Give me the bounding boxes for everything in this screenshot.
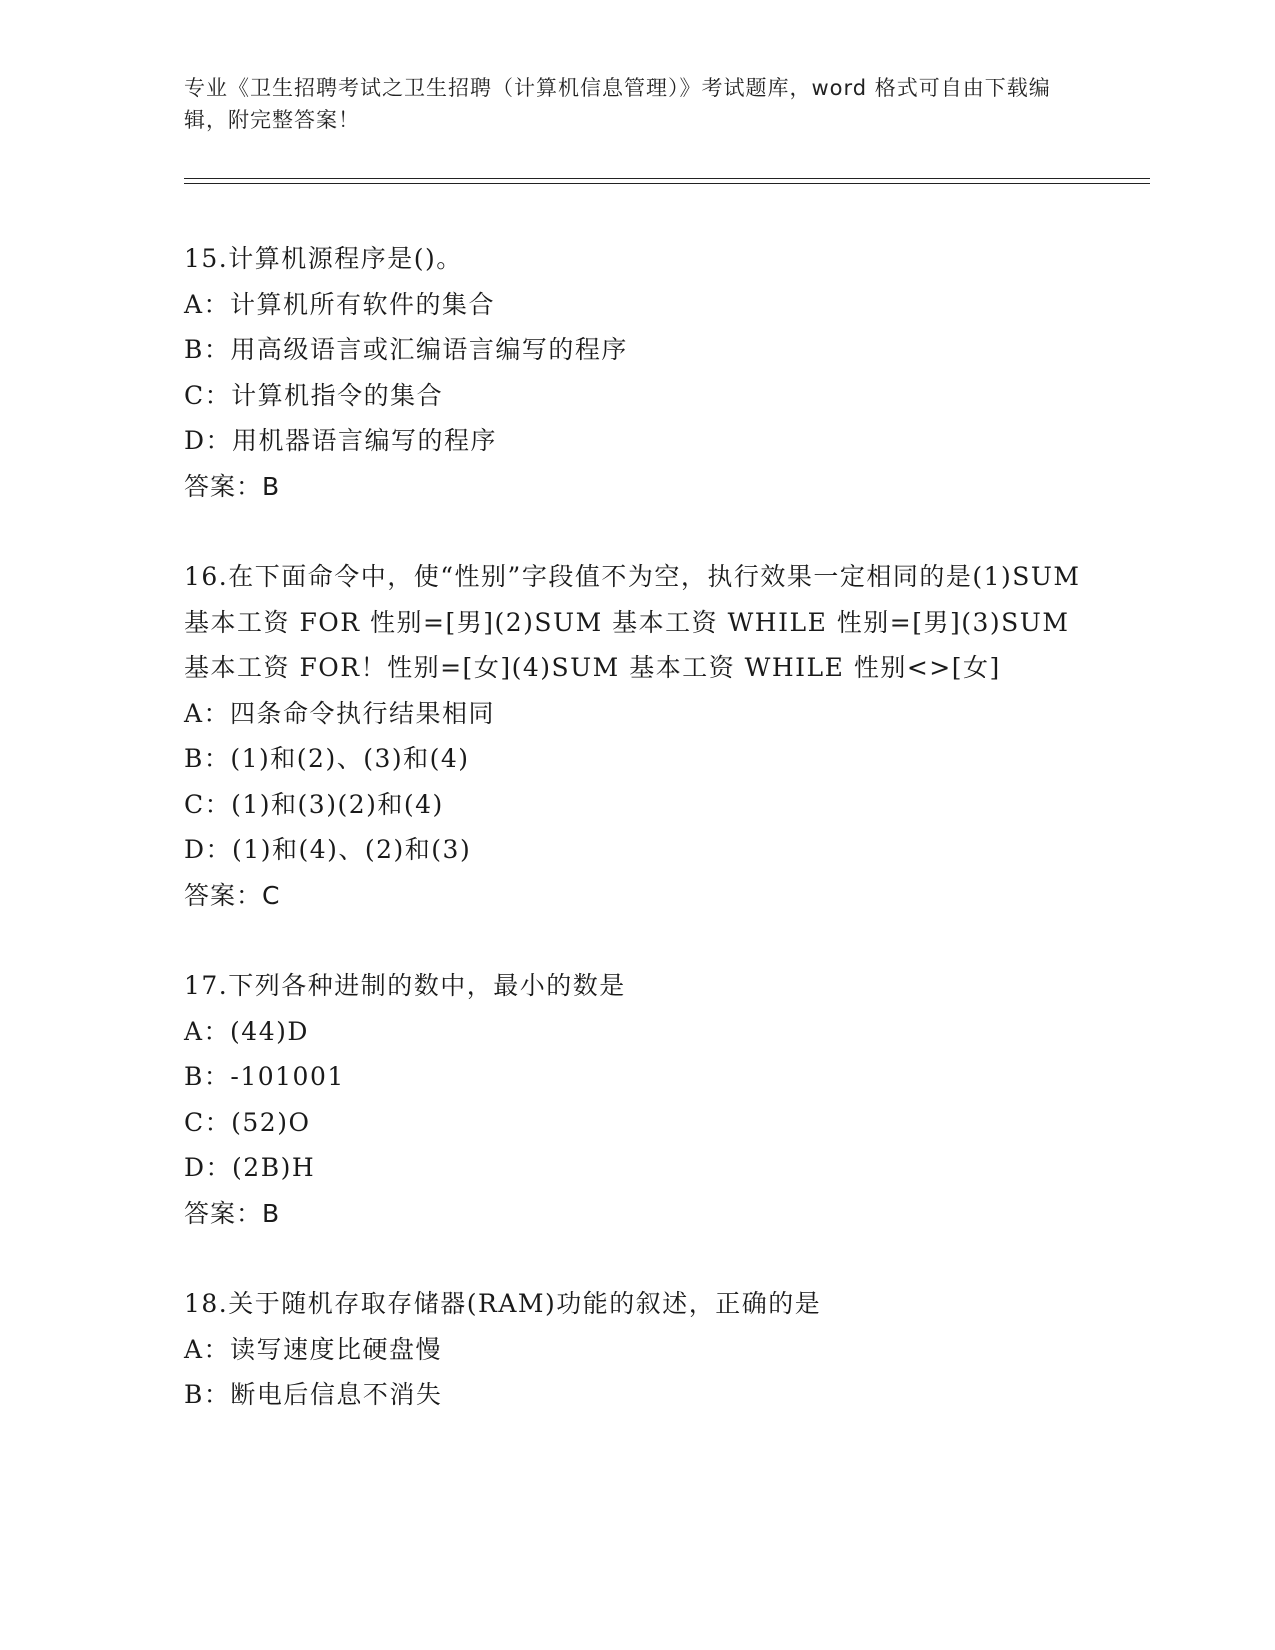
question-stem: 17.下列各种进制的数中，最小的数是 xyxy=(184,971,626,1000)
option-b: B：(1)和(2)、(3)和(4) xyxy=(184,744,470,773)
option-d: D：用机器语言编写的程序 xyxy=(184,426,498,455)
document-header: 专业《卫生招聘考试之卫生招聘（计算机信息管理）》考试题库，word 格式可自由下载编辑，附完整答案！ xyxy=(184,76,1051,132)
option-a: A：(44)D xyxy=(184,1016,309,1046)
option-b: B：断电后信息不消失 xyxy=(184,1380,443,1409)
question-15 xyxy=(184,236,1084,509)
option-a: A：四条命令执行结果相同 xyxy=(184,698,496,728)
question-stem: 15.计算机源程序是()。 xyxy=(184,244,463,273)
option-b: B：-101001 xyxy=(184,1062,345,1091)
option-d: D：(2B)H xyxy=(184,1153,316,1182)
option-a: A：计算机所有软件的集合 xyxy=(184,289,496,319)
question-stem: 18.关于随机存取存储器(RAM)功能的叙述，正确的是 xyxy=(184,1289,822,1318)
question-16 xyxy=(184,554,1084,918)
answer-label: 答案：B xyxy=(184,1198,281,1228)
option-d: D：(1)和(4)、(2)和(3) xyxy=(184,835,472,864)
option-c: C：(1)和(3)(2)和(4) xyxy=(184,789,444,819)
question-17 xyxy=(184,963,1084,1236)
question-list xyxy=(184,236,1084,1463)
option-c: C：(52)O xyxy=(184,1107,311,1137)
option-b: B：用高级语言或汇编语言编写的程序 xyxy=(184,335,628,364)
question-stem: 16.在下面命令中，使“性别”字段值不为空，执行效果一定相同的是(1)SUM 基本工资 FOR 性别=[男](2)SUM 基本工资 WHILE 性别=[男](3)SUM 基本工资 FOR！性别=[女](4)SUM 基本工资 WHILE 性别<>[女] xyxy=(184,562,1081,682)
header-rule-bottom xyxy=(184,183,1150,184)
answer-label: 答案：C xyxy=(184,880,281,910)
option-c: C：计算机指令的集合 xyxy=(184,380,444,410)
question-18 xyxy=(184,1281,1084,1418)
option-a: A：读写速度比硬盘慢 xyxy=(184,1334,443,1364)
answer-label: 答案：B xyxy=(184,471,281,501)
header-rule-top xyxy=(184,178,1150,179)
